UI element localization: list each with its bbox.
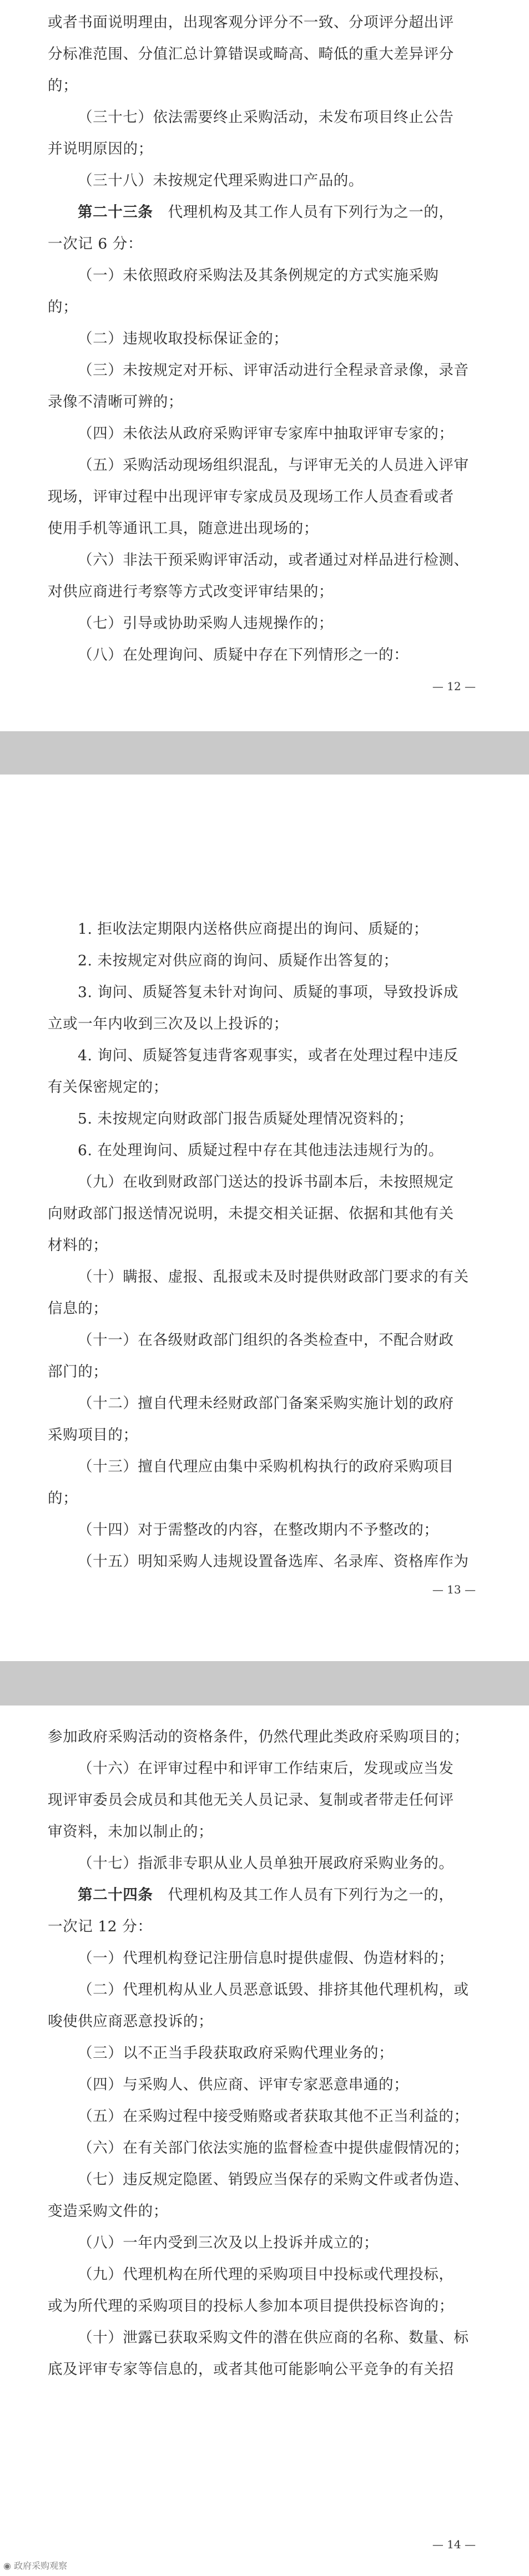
text-line xyxy=(48,2101,481,2132)
page-body xyxy=(48,913,481,1577)
text-line xyxy=(48,228,481,260)
line-text: 一次记 12 分： xyxy=(48,1918,153,1935)
text-line xyxy=(48,1721,481,1753)
watermark-icon: ◉ xyxy=(3,2560,11,2571)
text-line xyxy=(48,1135,481,1166)
line-text: 的； xyxy=(48,298,78,316)
text-line xyxy=(48,1103,481,1135)
text-line xyxy=(48,1324,481,1356)
page-number: — 13 — xyxy=(432,1583,476,1596)
line-text: 信息的； xyxy=(48,1300,108,1317)
line-text: （八）在处理询问、质疑中存在下列情形之一的： xyxy=(78,646,409,664)
text-line xyxy=(48,1816,481,1848)
line-text: 4. 询问、质疑答复违背客观事实，或者在处理过程中违反 xyxy=(78,1047,459,1064)
text-line xyxy=(48,1974,481,2006)
text-line xyxy=(48,608,481,639)
text-line xyxy=(48,481,481,513)
line-text: （七）引导或协助采购人违规操作的； xyxy=(78,615,334,632)
line-text: （三）以不正当手段获取政府采购代理业务的； xyxy=(78,2044,394,2062)
text-line xyxy=(48,38,481,70)
line-text: 代理机构及其工作人员有下列行为之一的， xyxy=(153,1886,454,1904)
text-line xyxy=(48,1911,481,1942)
line-text: （三）未按规定对开标、评审活动进行全程录音录像，录音 xyxy=(78,362,469,379)
text-line xyxy=(48,1356,481,1388)
article-heading: 第二十四条 xyxy=(78,1886,153,1904)
text-line xyxy=(48,1071,481,1103)
line-text: 现场，评审过程中出现评审专家成员及现场工作人员查看或者 xyxy=(48,488,454,505)
line-text: （四）与采购人、供应商、评审专家恶意串通的； xyxy=(78,2076,409,2093)
line-text: （十一）在各级财政部门组织的各类检查中，不配合财政 xyxy=(78,1332,454,1349)
text-line xyxy=(48,355,481,386)
text-line xyxy=(48,544,481,576)
line-text: （九）代理机构在所代理的采购项目中投标或代理投标， xyxy=(78,2266,454,2283)
line-text: 材料的； xyxy=(48,1237,108,1254)
line-text: （五）采购活动现场组织混乱，与评审无关的人员进入评审 xyxy=(78,457,469,474)
line-text: （五）在采购过程中接受贿赂或者获取其他不正当利益的； xyxy=(78,2108,469,2125)
page-body xyxy=(48,7,481,671)
text-line xyxy=(48,1419,481,1451)
line-text: （六）在有关部门依法实施的监督检查中提供虚假情况的； xyxy=(78,2139,469,2157)
line-text: （八）一年内受到三次及以上投诉并成立的； xyxy=(78,2234,379,2251)
text-line xyxy=(48,2069,481,2101)
line-text: （十六）在评审过程中和评审工作结束后，发现或应当发 xyxy=(78,1760,454,1777)
text-line xyxy=(48,1879,481,1911)
text-line xyxy=(48,449,481,481)
text-line xyxy=(48,2037,481,2069)
line-text: 审资料，未加以制止的； xyxy=(48,1823,214,1840)
line-text: 分标准范围、分值汇总计算错误或畸高、畸低的重大差异评分 xyxy=(48,45,454,63)
line-text: 5. 未按规定向财政部门报告质疑处理情况资料的； xyxy=(78,1110,414,1127)
text-line xyxy=(48,323,481,355)
line-text: 变造采购文件的； xyxy=(48,2203,168,2220)
text-line xyxy=(48,102,481,133)
line-text: 的； xyxy=(48,1490,78,1507)
text-line xyxy=(48,1229,481,1261)
line-text: 3. 询问、质疑答复未针对询问、质疑的事项，导致投诉成 xyxy=(78,984,459,1001)
line-text: 一次记 6 分： xyxy=(48,235,143,252)
document-page-13 xyxy=(0,775,529,1661)
text-line xyxy=(48,1166,481,1198)
text-line xyxy=(48,513,481,544)
text-line xyxy=(48,70,481,102)
text-line xyxy=(48,913,481,945)
page-number: — 12 — xyxy=(432,680,476,693)
line-text: （七）违反规定隐匿、销毁应当保存的采购文件或者伪造、 xyxy=(78,2171,469,2188)
line-text: 并说明原因的； xyxy=(48,140,153,158)
text-line xyxy=(48,1198,481,1229)
text-line xyxy=(48,1008,481,1040)
line-text: （十）泄露已获取采购文件的潜在供应商的名称、数量、标 xyxy=(78,2329,469,2346)
line-text: 使用手机等通讯工具，随意进出现场的； xyxy=(48,520,319,537)
line-text: （六）非法干预采购评审活动，或者通过对样品进行检测、 xyxy=(78,551,469,569)
line-text: 1. 拒收法定期限内送格供应商提出的询问、质疑的； xyxy=(78,920,429,938)
line-text: （三十七）依法需要终止采购活动，未发布项目终止公告 xyxy=(78,109,454,126)
text-line xyxy=(48,418,481,449)
watermark-logo xyxy=(3,2559,67,2572)
line-text: （十二）擅自代理未经财政部门备案采购实施计划的政府 xyxy=(78,1395,454,1412)
line-text: （九）在收到财政部门送达的投诉书副本后，未按照规定 xyxy=(78,1173,454,1191)
text-line xyxy=(48,2322,481,2354)
text-line xyxy=(48,1451,481,1482)
line-text: （十四）对于需整改的内容，在整改期内不予整改的； xyxy=(78,1521,439,1538)
text-line xyxy=(48,260,481,291)
line-text: （十七）指派非专职从业人员单独开展政府采购业务的。 xyxy=(78,1855,454,1872)
text-line xyxy=(48,2259,481,2290)
line-text: （四）未依法从政府采购评审专家库中抽取评审专家的； xyxy=(78,425,454,442)
text-line xyxy=(48,386,481,418)
line-text: （二）违规收取投标保证金的； xyxy=(78,330,289,347)
line-text: 唆使供应商恶意投诉的； xyxy=(48,2013,214,2030)
text-line xyxy=(48,2164,481,2195)
line-text: （十）瞒报、虚报、乱报或未及时提供财政部门要求的有关 xyxy=(78,1268,469,1286)
text-line xyxy=(48,7,481,38)
line-text: 或为所代理的采购项目的投标人参加本项目提供投标咨询的； xyxy=(48,2297,454,2315)
line-text: 参加政府采购活动的资格条件，仍然代理此类政府采购项目的； xyxy=(48,1728,469,1745)
article-heading: 第二十三条 xyxy=(78,204,153,221)
line-text: 对供应商进行考察等方式改变评审结果的； xyxy=(48,583,334,600)
watermark-text: 政府采购观察 xyxy=(14,2560,68,2571)
line-text: 的； xyxy=(48,77,78,94)
line-text: （三十八）未按规定代理采购进口产品的。 xyxy=(78,172,364,189)
text-line xyxy=(48,2290,481,2322)
line-text: 2. 未按规定对供应商的询问、质疑作出答复的； xyxy=(78,952,399,969)
text-line xyxy=(48,976,481,1008)
text-line xyxy=(48,1482,481,1514)
text-line xyxy=(48,1261,481,1293)
page-separator xyxy=(0,1661,529,1705)
text-line xyxy=(48,1514,481,1546)
line-text: 录像不清晰可辨的； xyxy=(48,393,183,411)
text-line xyxy=(48,1942,481,1974)
text-line xyxy=(48,1848,481,1879)
text-line xyxy=(48,2354,481,2385)
page-separator xyxy=(0,731,529,775)
line-text: （十三）擅自代理应由集中采购机构执行的政府采购项目 xyxy=(78,1458,454,1475)
line-text: 立或一年内收到三次及以上投诉的； xyxy=(48,1015,289,1033)
line-text: （十五）明知采购人违规设置备选库、名录库、资格库作为 xyxy=(78,1553,469,1570)
text-line xyxy=(48,639,481,671)
text-line xyxy=(48,2227,481,2259)
text-line xyxy=(48,1388,481,1419)
line-text: 6. 在处理询问、质疑过程中存在其他违法违规行为的。 xyxy=(78,1142,444,1159)
text-line xyxy=(48,1546,481,1577)
text-line xyxy=(48,576,481,608)
line-text: 或者书面说明理由，出现客观分评分不一致、分项评分超出评 xyxy=(48,14,454,31)
text-line xyxy=(48,1040,481,1071)
text-line xyxy=(48,2132,481,2164)
text-line xyxy=(48,1753,481,1784)
line-text: （一）代理机构登记注册信息时提供虚假、伪造材料的； xyxy=(78,1950,454,1967)
line-text: 代理机构及其工作人员有下列行为之一的， xyxy=(153,204,454,221)
text-line xyxy=(48,196,481,228)
line-text: 有关保密规定的； xyxy=(48,1079,168,1096)
text-line xyxy=(48,1293,481,1324)
line-text: 现评审委员会成员和其他无关人员记录、复制或者带走任何评 xyxy=(48,1791,454,1809)
line-text: 底及评审专家等信息的，或者其他可能影响公平竞争的有关招 xyxy=(48,2361,454,2378)
text-line xyxy=(48,2195,481,2227)
line-text: 部门的； xyxy=(48,1363,108,1380)
text-line xyxy=(48,1784,481,1816)
page-body xyxy=(48,1721,481,2385)
text-line xyxy=(48,165,481,196)
line-text: （一）未依照政府采购法及其条例规定的方式实施采购 xyxy=(78,267,439,284)
text-line xyxy=(48,2006,481,2037)
document-page-12 xyxy=(0,0,529,731)
document-page-14 xyxy=(0,1705,529,2576)
line-text: 向财政部门报送情况说明，未提交相关证据、依据和其他有关 xyxy=(48,1205,454,1222)
text-line xyxy=(48,291,481,323)
line-text: 采购项目的； xyxy=(48,1426,138,1444)
text-line xyxy=(48,133,481,165)
page-number: — 14 — xyxy=(432,2538,476,2551)
text-line xyxy=(48,945,481,976)
line-text: （二）代理机构从业人员恶意诋毁、排挤其他代理机构，或 xyxy=(78,1981,469,1998)
